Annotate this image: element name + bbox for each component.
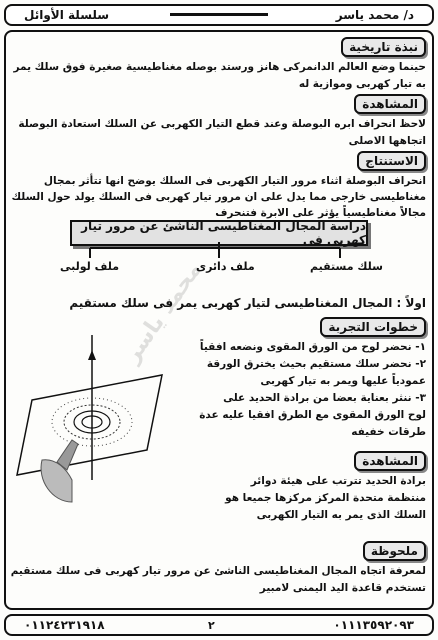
observation2-line-1: برادة الحديد تترتب على هيئة دوائر [250, 475, 426, 487]
author-name: د/ محمد ياسر [335, 8, 414, 22]
observation-badge-2: المشاهدة [354, 451, 426, 471]
header-divider [170, 13, 268, 16]
history-line-1: حينما وضع العالم الدانمركى هانز ورستد بوصله مغناطيسية صغيرة فوق سلك يمر [13, 61, 426, 73]
history-section [10, 36, 426, 93]
experiment-line-1: ١- نحضر لوح من الورق المقوى ونضعه افقياً [199, 341, 426, 353]
page-number: ٢ [208, 619, 215, 632]
observation-badge-1: المشاهدة [354, 94, 426, 114]
experiment-line-3: عمودياً عليها ويمر به تيار كهربى [260, 375, 426, 387]
phone-left: ٠١١٢٤٢٣١٩١٨ [24, 618, 105, 632]
observation-section-2 [176, 450, 426, 524]
experiment-line-6: طرقات خفيفه [351, 426, 426, 438]
watermark-text: محمد ياسر [119, 257, 207, 368]
conclusion-badge: الاستنتاج [357, 151, 426, 171]
series-name: سلسلة الأوائل [24, 8, 110, 22]
type-straight-wire: سلك مستقيم [310, 260, 383, 273]
type-solenoid: ملف لولبى [60, 260, 120, 273]
experiment-line-5: لوح الورق المقوى مع الطرق افقيا عليه عدة [199, 409, 426, 421]
observation1-line-1: لاحظ انحراف ابره البوصلة وعند قطع التيار الكهربى عن السلك استعادة البوصلة [18, 118, 426, 130]
experiment-illustration [12, 330, 177, 505]
observation2-line-2: منتظمة متحدة المركز مركزها جميعا هو [225, 492, 426, 504]
experiment-badge: خطوات التجربة [320, 317, 426, 337]
note-badge: ملحوظة [363, 541, 426, 561]
observation-section-1 [10, 93, 426, 150]
observation2-line-3: السلك الذى يمر به التيار الكهربى [256, 509, 426, 521]
observation1-line-2: اتجاهها الاصلى [348, 135, 426, 147]
conclusion-line-1: انحراف البوصلة اثناء مرور التيار الكهربى فى السلك يوضح انها تتأثر بمجال [43, 175, 426, 187]
straight-wire-heading: اولاً : المجال المغناطيسى لتيار كهربى يمر فى سلك مستقيم [69, 296, 426, 310]
note-line-2: تستخدم قاعدة اليد اليمنى لامبير [259, 582, 426, 594]
conclusion-line-2: مغناطيسى خارجى مما يدل على ان مرور تيار كهربى فى السلك يولد حول السلك [11, 191, 426, 203]
note-line-1: لمعرفة اتجاه المجال المغناطيسى الناشئ عن مرور تيار كهربى فى سلك مستقيم [10, 565, 426, 577]
history-badge: نبذة تاريخية [341, 37, 426, 57]
experiment-section [176, 316, 426, 441]
type-circular-coil: ملف دائرى [196, 260, 255, 273]
experiment-line-4: ٣- ننثر بعناية بعضا من برادة الحديد على [223, 392, 426, 404]
note-section [10, 540, 426, 597]
study-banner: دراسة المجال المغناطيسى الناشئ عن مرور تيار كهربى فى [70, 220, 368, 246]
history-line-2: به تيار كهربى وموازية له [298, 78, 426, 90]
field-types-tree [20, 242, 418, 282]
conclusion-line-3: مجالاً مغناطيسياً يؤثر على الابرة فتنحرف [215, 207, 426, 219]
page-footer [4, 614, 434, 636]
conclusion-section [10, 150, 426, 221]
phone-right: ٠١١١٣٥٩٢٠٩٣ [333, 618, 414, 632]
experiment-line-2: ٢- نحضر سلك مستقيم بحيث يخترق الورقة [206, 358, 426, 370]
